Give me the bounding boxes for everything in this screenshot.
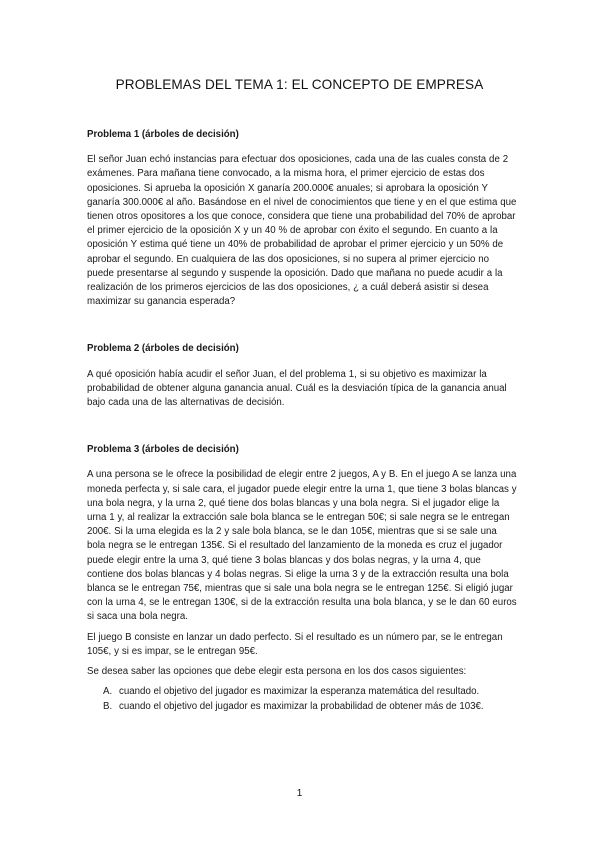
problem-3-statement: A una persona se le ofrece la posibilidad de elegir entre 2 juegos, A y B. En el juego A se lanza una moneda perfecta y, si sale cara, el jugador puede elegir entre la urna 1, que tiene 3 bolas blancas y una bola negra, y la urna 2, qué tiene dos bolas blancas y una bola negra. Si el jugador elige la urna 1 y, al realizar la extracción sale bola blanca se le entregan 50€; si sale negra se le entregan 200€. Si la urna elegida es la 2 y sale bola blanca, se le dan 105€, mientras que si se sale una bola negra se le entregan 135€. Si el resultado del lanzamiento de la moneda es cruz el jugador puede elegir entre la urna 3, qué tiene 3 bolas blancas y dos bolas negras, y la urna 4, que contiene dos bolas blancas y 4 bolas negras. Si elige la urna 3 y de la extracción resulta una bola blanca se le entregan 75€, mientras que si sale una bola negra se le entregan 125€. Si eligió jugar con la urna 4, se le entregan 130€, si de la extracción resulta una bola blanca, y se le dan 60 euros si saca una bola negra. bbox=[87, 469, 517, 623]
option-letter: B. bbox=[103, 700, 113, 712]
option-letter: A. bbox=[103, 686, 113, 698]
document-body bbox=[87, 128, 517, 714]
problem-2-statement: A qué oposición había acudir el señor Juan, el del problema 1, si su objetivo es maximizar la probabilidad de obtener alguna ganancia anual. Cuál es la desviación típica de la ganancia anual bajo cada una de las alternativas de decisión. bbox=[87, 368, 507, 409]
problem-3-options-list bbox=[87, 685, 517, 713]
problem-3-question: Se desea saber las opciones que debe elegir esta persona en los dos casos siguientes: bbox=[87, 666, 467, 678]
page-number: 1 bbox=[296, 788, 303, 799]
problem-2-heading: Problema 2 (árboles de decisión) bbox=[87, 343, 239, 355]
problem-3-section bbox=[87, 443, 517, 713]
option-text: cuando el objetivo del jugador es maximizar la esperanza matemática del resultado. bbox=[119, 686, 480, 698]
document-title: PROBLEMAS DEL TEMA 1: EL CONCEPTO DE EMPRESA bbox=[115, 77, 484, 92]
problem-3-heading: Problema 3 (árboles de decisión) bbox=[87, 444, 239, 456]
problem-1-heading: Problema 1 (árboles de decisión) bbox=[87, 129, 239, 140]
problem-2-section bbox=[87, 342, 517, 410]
option-item bbox=[87, 685, 517, 699]
option-item bbox=[87, 700, 517, 714]
problem-1-section bbox=[87, 128, 517, 309]
option-text: cuando el objetivo del jugador es maximizar la probabilidad de obtener más de 103€. bbox=[119, 700, 484, 712]
problem-1-statement: El señor Juan echó instancias para efectuar dos oposiciones, cada una de las cuales consta de 2 exámenes. Para mañana tiene convocado, a la misma hora, el primer ejercicio de estas dos oposiciones. Si aprueba la oposición X ganaría 200.000€ anuales; si aprobara la oposición Y ganaría 300.000€ al año. Basándose en el nivel de conocimientos que tiene y en el que estima que tienen otros opositores a los que conoce, considera que tiene una probabilidad del 70% de aprobar el primer ejercicio de la oposición X y un 40 % de aprobar con éxito el segundo. En cuanto a la oposición Y estima qué tiene un 40% de probabilidad de aprobar el primer ejercicio y un 50% de aprobar el segundo. En cualquiera de las dos oposiciones, si no supera al primer ejercicio no puede presentarse al segundo y suspende la oposición. Dado que mañana no puede acudir a la realización de los primeros ejercicios de las dos oposiciones, ¿ a cuál deberá asistir si desea maximizar su ganancia esperada? bbox=[87, 154, 517, 308]
problem-3-game-b: El juego B consiste en lanzar un dado perfecto. Si el resultado es un número par, se le entregan 105€, y si es impar, se le entregan 95€. bbox=[87, 631, 503, 657]
